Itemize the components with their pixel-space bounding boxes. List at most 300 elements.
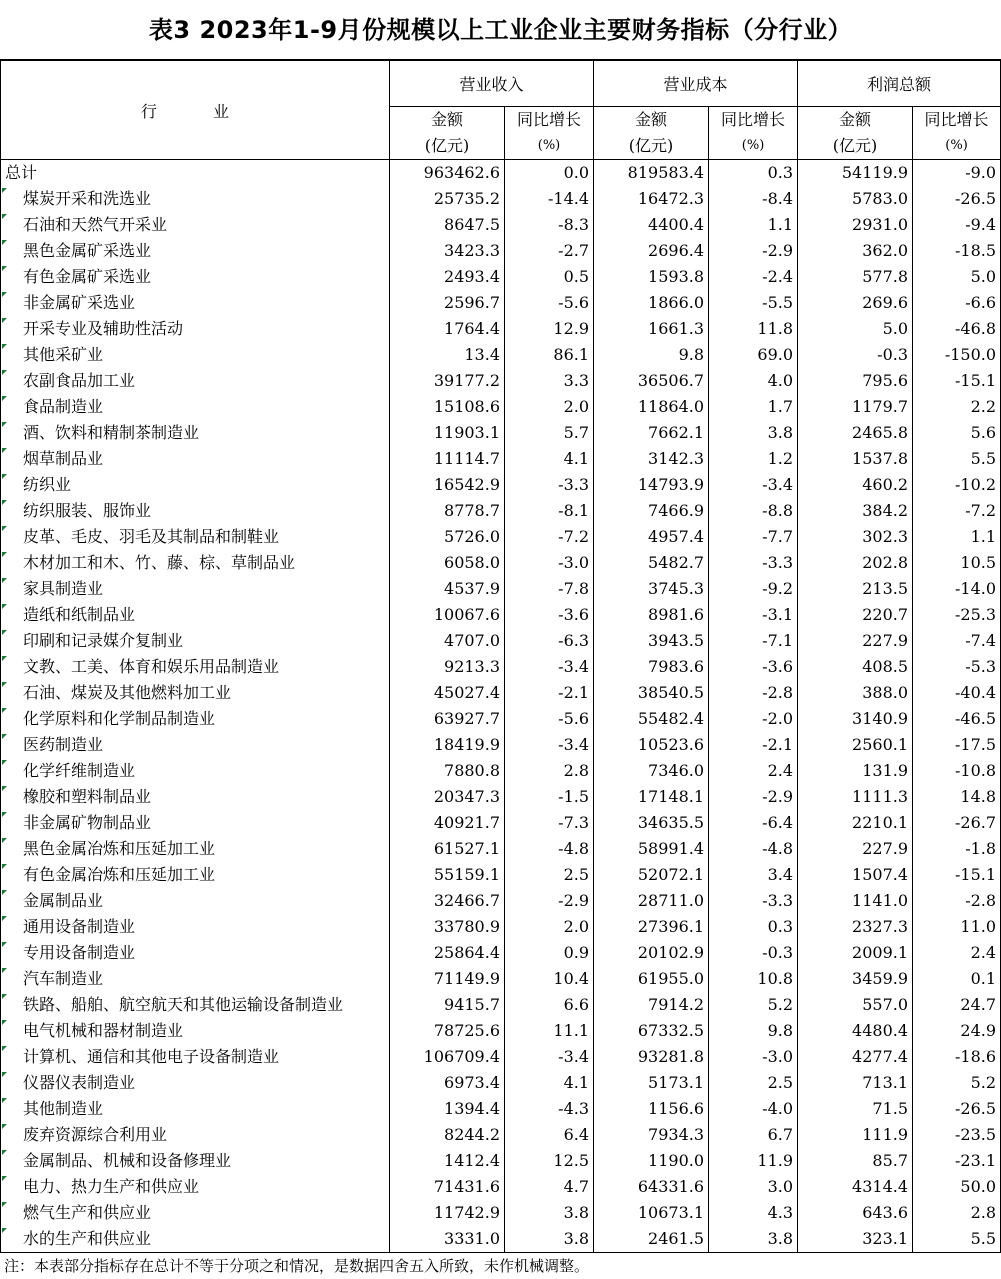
revenue-yoy-cell: 2.0 xyxy=(505,394,594,420)
cost-amount-cell: 10673.1 xyxy=(594,1200,709,1226)
cell-comment-marker-icon xyxy=(2,604,7,609)
revenue-amount-cell: 45027.4 xyxy=(390,680,505,706)
profit-yoy-cell: 14.8 xyxy=(913,784,1001,810)
industry-name: 家具制造业 xyxy=(23,579,104,598)
industry-name: 印刷和记录媒介复制业 xyxy=(23,631,184,650)
profit-yoy-cell: -9.4 xyxy=(913,212,1001,238)
cell-comment-marker-icon xyxy=(2,968,7,973)
cost-amount-cell: 2461.5 xyxy=(594,1226,709,1253)
profit-amount-cell: 362.0 xyxy=(798,238,913,264)
industry-name-cell xyxy=(1,628,390,654)
cell-comment-marker-icon xyxy=(2,994,7,999)
cost-amount-cell: 8981.6 xyxy=(594,602,709,628)
profit-amount-cell: 2009.1 xyxy=(798,940,913,966)
table-row xyxy=(1,394,1001,420)
table-row xyxy=(1,1070,1001,1096)
cost-amount-cell: 14793.9 xyxy=(594,472,709,498)
revenue-yoy-cell: -7.8 xyxy=(505,576,594,602)
industry-name: 黑色金属矿采选业 xyxy=(23,241,152,260)
amount-unit: (亿元) xyxy=(390,133,505,160)
industry-name: 其他采矿业 xyxy=(23,345,104,364)
revenue-yoy-cell: -7.2 xyxy=(505,524,594,550)
cell-comment-marker-icon xyxy=(2,760,7,765)
revenue-amount-cell: 1394.4 xyxy=(390,1096,505,1122)
industry-name: 非金属矿物制品业 xyxy=(23,813,152,832)
industry-name-cell xyxy=(1,1018,390,1044)
cost-amount-cell: 7662.1 xyxy=(594,420,709,446)
table-row xyxy=(1,342,1001,368)
revenue-yoy-cell: 0.9 xyxy=(505,940,594,966)
revenue-amount-cell: 2596.7 xyxy=(390,290,505,316)
cost-yoy-cell: 5.2 xyxy=(709,992,798,1018)
revenue-amount-cell: 1764.4 xyxy=(390,316,505,342)
industry-name-cell xyxy=(1,342,390,368)
revenue-yoy-cell: -3.6 xyxy=(505,602,594,628)
revenue-yoy-cell: -1.5 xyxy=(505,784,594,810)
industry-name-cell xyxy=(1,550,390,576)
table-row xyxy=(1,498,1001,524)
financial-table xyxy=(0,60,1001,1253)
revenue-amount-cell: 39177.2 xyxy=(390,368,505,394)
revenue-yoy-cell: -2.9 xyxy=(505,888,594,914)
cost-amount-cell: 2696.4 xyxy=(594,238,709,264)
cost-amount-cell: 1156.6 xyxy=(594,1096,709,1122)
industry-name: 水的生产和供应业 xyxy=(23,1229,152,1248)
revenue-amount-cell: 8244.2 xyxy=(390,1122,505,1148)
revenue-yoy-cell: -3.4 xyxy=(505,732,594,758)
revenue-amount-cell: 25864.4 xyxy=(390,940,505,966)
industry-name: 汽车制造业 xyxy=(23,969,104,988)
revenue-yoy-cell: -4.8 xyxy=(505,836,594,862)
table-row xyxy=(1,888,1001,914)
yoy-header: 同比增长 xyxy=(709,107,798,134)
cost-yoy-cell: 11.8 xyxy=(709,316,798,342)
revenue-amount-cell: 4537.9 xyxy=(390,576,505,602)
industry-name-cell xyxy=(1,368,390,394)
revenue-yoy-cell: 4.1 xyxy=(505,1070,594,1096)
profit-amount-cell: 2560.1 xyxy=(798,732,913,758)
table-row xyxy=(1,524,1001,550)
cost-yoy-cell: 9.8 xyxy=(709,1018,798,1044)
profit-yoy-cell: -14.0 xyxy=(913,576,1001,602)
cell-comment-marker-icon xyxy=(2,578,7,583)
revenue-yoy-cell: 3.8 xyxy=(505,1226,594,1253)
table-row xyxy=(1,836,1001,862)
revenue-amount-cell: 25735.2 xyxy=(390,186,505,212)
industry-name: 专用设备制造业 xyxy=(23,943,136,962)
cost-yoy-cell: 3.8 xyxy=(709,1226,798,1253)
industry-name-cell xyxy=(1,966,390,992)
revenue-amount-cell: 963462.6 xyxy=(390,160,505,187)
industry-name-cell xyxy=(1,1096,390,1122)
revenue-yoy-cell: -7.3 xyxy=(505,810,594,836)
revenue-amount-cell: 20347.3 xyxy=(390,784,505,810)
revenue-yoy-cell: 4.1 xyxy=(505,446,594,472)
profit-amount-cell: 1507.4 xyxy=(798,862,913,888)
cell-comment-marker-icon xyxy=(2,838,7,843)
industry-name: 计算机、通信和其他电子设备制造业 xyxy=(23,1047,280,1066)
profit-amount-cell: 131.9 xyxy=(798,758,913,784)
industry-name: 总计 xyxy=(5,163,38,182)
cost-amount-cell: 4957.4 xyxy=(594,524,709,550)
profit-yoy-cell: 2.8 xyxy=(913,1200,1001,1226)
cost-yoy-cell: 6.7 xyxy=(709,1122,798,1148)
industry-name-cell xyxy=(1,1226,390,1253)
profit-yoy-cell: 5.6 xyxy=(913,420,1001,446)
industry-name: 造纸和纸制品业 xyxy=(23,605,136,624)
table-row xyxy=(1,316,1001,342)
cell-comment-marker-icon xyxy=(2,1150,7,1155)
table-row xyxy=(1,706,1001,732)
revenue-amount-cell: 32466.7 xyxy=(390,888,505,914)
industry-name-cell xyxy=(1,1070,390,1096)
profit-amount-cell: 302.3 xyxy=(798,524,913,550)
table-row xyxy=(1,1018,1001,1044)
cell-comment-marker-icon xyxy=(2,370,7,375)
profit-header: 利润总额 xyxy=(798,61,1001,107)
cost-amount-cell: 9.8 xyxy=(594,342,709,368)
profit-yoy-cell: -26.5 xyxy=(913,186,1001,212)
revenue-yoy-cell: -3.4 xyxy=(505,654,594,680)
revenue-yoy-cell: -8.3 xyxy=(505,212,594,238)
revenue-yoy-cell: -3.4 xyxy=(505,1044,594,1070)
revenue-yoy-cell: 6.6 xyxy=(505,992,594,1018)
profit-amount-cell: 2210.1 xyxy=(798,810,913,836)
profit-amount-cell: 408.5 xyxy=(798,654,913,680)
table-row xyxy=(1,550,1001,576)
industry-name: 化学原料和化学制品制造业 xyxy=(23,709,216,728)
revenue-header: 营业收入 xyxy=(390,61,594,107)
profit-yoy-cell: 5.2 xyxy=(913,1070,1001,1096)
table-row xyxy=(1,368,1001,394)
profit-amount-cell: 1111.3 xyxy=(798,784,913,810)
cost-yoy-cell: -7.7 xyxy=(709,524,798,550)
profit-amount-cell: 4314.4 xyxy=(798,1174,913,1200)
profit-yoy-cell: -1.8 xyxy=(913,836,1001,862)
revenue-amount-cell: 7880.8 xyxy=(390,758,505,784)
revenue-yoy-cell: -5.6 xyxy=(505,290,594,316)
cost-yoy-cell: 0.3 xyxy=(709,914,798,940)
profit-amount-cell: 71.5 xyxy=(798,1096,913,1122)
revenue-yoy-cell: 5.7 xyxy=(505,420,594,446)
cell-comment-marker-icon xyxy=(2,344,7,349)
cell-comment-marker-icon xyxy=(2,526,7,531)
industry-name-cell xyxy=(1,1044,390,1070)
revenue-yoy-cell: 86.1 xyxy=(505,342,594,368)
profit-yoy-cell: -15.1 xyxy=(913,862,1001,888)
industry-name: 非金属矿采选业 xyxy=(23,293,136,312)
revenue-amount-cell: 13.4 xyxy=(390,342,505,368)
industry-name-cell xyxy=(1,1200,390,1226)
cost-amount-cell: 1661.3 xyxy=(594,316,709,342)
revenue-amount-cell: 9415.7 xyxy=(390,992,505,1018)
revenue-yoy-cell: 2.5 xyxy=(505,862,594,888)
table-row xyxy=(1,654,1001,680)
industry-name-cell xyxy=(1,992,390,1018)
table-body xyxy=(1,160,1001,1253)
yoy-header: 同比增长 xyxy=(913,107,1001,134)
industry-name: 铁路、船舶、航空航天和其他运输设备制造业 xyxy=(23,995,344,1014)
cell-comment-marker-icon xyxy=(2,266,7,271)
revenue-amount-cell: 61527.1 xyxy=(390,836,505,862)
cell-comment-marker-icon xyxy=(2,1176,7,1181)
cost-amount-cell: 27396.1 xyxy=(594,914,709,940)
industry-name-cell xyxy=(1,186,390,212)
revenue-yoy-cell: 3.3 xyxy=(505,368,594,394)
industry-name: 化学纤维制造业 xyxy=(23,761,136,780)
table-row xyxy=(1,186,1001,212)
profit-amount-cell: 384.2 xyxy=(798,498,913,524)
industry-name-cell xyxy=(1,446,390,472)
table-row xyxy=(1,1044,1001,1070)
profit-yoy-cell: 2.2 xyxy=(913,394,1001,420)
revenue-yoy-cell: -2.7 xyxy=(505,238,594,264)
cost-amount-cell: 1190.0 xyxy=(594,1148,709,1174)
industry-name-cell xyxy=(1,836,390,862)
profit-amount-cell: 577.8 xyxy=(798,264,913,290)
industry-name: 通用设备制造业 xyxy=(23,917,136,936)
profit-amount-cell: 4277.4 xyxy=(798,1044,913,1070)
industry-name-cell xyxy=(1,654,390,680)
profit-amount-cell: 227.9 xyxy=(798,836,913,862)
profit-amount-cell: 643.6 xyxy=(798,1200,913,1226)
cell-comment-marker-icon xyxy=(2,422,7,427)
industry-name-cell xyxy=(1,732,390,758)
revenue-amount-cell: 11903.1 xyxy=(390,420,505,446)
profit-yoy-cell: -15.1 xyxy=(913,368,1001,394)
industry-name-cell xyxy=(1,862,390,888)
cost-amount-cell: 20102.9 xyxy=(594,940,709,966)
industry-name: 食品制造业 xyxy=(23,397,104,416)
table-row xyxy=(1,602,1001,628)
industry-name: 其他制造业 xyxy=(23,1099,104,1118)
profit-amount-cell: 460.2 xyxy=(798,472,913,498)
profit-yoy-cell: -46.5 xyxy=(913,706,1001,732)
industry-name: 橡胶和塑料制品业 xyxy=(23,787,152,806)
yoy-header: 同比增长 xyxy=(505,107,594,134)
revenue-yoy-cell: 0.0 xyxy=(505,160,594,187)
industry-name: 皮革、毛皮、羽毛及其制品和制鞋业 xyxy=(23,527,280,546)
profit-amount-cell: 1537.8 xyxy=(798,446,913,472)
profit-yoy-cell: -18.6 xyxy=(913,1044,1001,1070)
revenue-yoy-cell: 3.8 xyxy=(505,1200,594,1226)
industry-name-cell xyxy=(1,888,390,914)
revenue-amount-cell: 6973.4 xyxy=(390,1070,505,1096)
revenue-amount-cell: 8647.5 xyxy=(390,212,505,238)
cell-comment-marker-icon xyxy=(2,500,7,505)
revenue-amount-cell: 18419.9 xyxy=(390,732,505,758)
cell-comment-marker-icon xyxy=(2,214,7,219)
table-row xyxy=(1,810,1001,836)
profit-amount-cell: 1179.7 xyxy=(798,394,913,420)
revenue-yoy-cell: -14.4 xyxy=(505,186,594,212)
profit-yoy-cell: -6.6 xyxy=(913,290,1001,316)
table-row xyxy=(1,914,1001,940)
cost-yoy-cell: -3.0 xyxy=(709,1044,798,1070)
industry-name: 燃气生产和供应业 xyxy=(23,1203,152,1222)
table-row xyxy=(1,472,1001,498)
cell-comment-marker-icon xyxy=(2,890,7,895)
industry-name-cell xyxy=(1,524,390,550)
revenue-yoy-cell: 2.8 xyxy=(505,758,594,784)
profit-amount-cell: 713.1 xyxy=(798,1070,913,1096)
cost-yoy-cell: -2.4 xyxy=(709,264,798,290)
table-row xyxy=(1,732,1001,758)
industry-name-cell xyxy=(1,1174,390,1200)
revenue-amount-cell: 33780.9 xyxy=(390,914,505,940)
revenue-yoy-cell: 12.5 xyxy=(505,1148,594,1174)
industry-name: 石油、煤炭及其他燃料加工业 xyxy=(23,683,232,702)
cost-yoy-cell: -2.9 xyxy=(709,784,798,810)
cost-yoy-cell: -6.4 xyxy=(709,810,798,836)
profit-yoy-cell: 11.0 xyxy=(913,914,1001,940)
revenue-amount-cell: 16542.9 xyxy=(390,472,505,498)
cost-header: 营业成本 xyxy=(594,61,798,107)
cost-yoy-cell: 69.0 xyxy=(709,342,798,368)
revenue-amount-cell: 5726.0 xyxy=(390,524,505,550)
industry-name-cell xyxy=(1,394,390,420)
revenue-amount-cell: 3423.3 xyxy=(390,238,505,264)
cost-yoy-cell: 0.3 xyxy=(709,160,798,187)
cost-amount-cell: 7934.3 xyxy=(594,1122,709,1148)
industry-name: 木材加工和木、竹、藤、棕、草制品业 xyxy=(23,553,296,572)
profit-amount-cell: 3459.9 xyxy=(798,966,913,992)
table-row xyxy=(1,628,1001,654)
industry-name-cell xyxy=(1,1148,390,1174)
table-row xyxy=(1,940,1001,966)
cost-yoy-cell: 3.8 xyxy=(709,420,798,446)
industry-name-cell xyxy=(1,472,390,498)
profit-amount-cell: 111.9 xyxy=(798,1122,913,1148)
profit-yoy-cell: -17.5 xyxy=(913,732,1001,758)
cell-comment-marker-icon xyxy=(2,240,7,245)
profit-amount-cell: 213.5 xyxy=(798,576,913,602)
cost-yoy-cell: 3.0 xyxy=(709,1174,798,1200)
profit-yoy-cell: 50.0 xyxy=(913,1174,1001,1200)
cell-comment-marker-icon xyxy=(2,1124,7,1129)
cost-yoy-cell: 10.8 xyxy=(709,966,798,992)
cost-amount-cell: 819583.4 xyxy=(594,160,709,187)
cost-yoy-cell: 1.1 xyxy=(709,212,798,238)
revenue-amount-cell: 8778.7 xyxy=(390,498,505,524)
profit-yoy-cell: -9.0 xyxy=(913,160,1001,187)
industry-name-cell xyxy=(1,1122,390,1148)
cell-comment-marker-icon xyxy=(2,448,7,453)
revenue-amount-cell: 40921.7 xyxy=(390,810,505,836)
cost-yoy-cell: -3.4 xyxy=(709,472,798,498)
profit-yoy-cell: 24.9 xyxy=(913,1018,1001,1044)
yoy-unit: (%) xyxy=(709,133,798,160)
financial-table-container xyxy=(0,60,1000,1253)
industry-name-cell xyxy=(1,212,390,238)
cost-amount-cell: 55482.4 xyxy=(594,706,709,732)
profit-amount-cell: 2465.8 xyxy=(798,420,913,446)
cost-amount-cell: 28711.0 xyxy=(594,888,709,914)
revenue-amount-cell: 78725.6 xyxy=(390,1018,505,1044)
industry-name-cell xyxy=(1,316,390,342)
profit-yoy-cell: -10.8 xyxy=(913,758,1001,784)
cost-yoy-cell: 4.0 xyxy=(709,368,798,394)
cost-amount-cell: 3943.5 xyxy=(594,628,709,654)
amount-header: 金额 xyxy=(798,107,913,134)
revenue-yoy-cell: 10.4 xyxy=(505,966,594,992)
revenue-amount-cell: 9213.3 xyxy=(390,654,505,680)
industry-name-cell xyxy=(1,160,390,187)
profit-amount-cell: 227.9 xyxy=(798,628,913,654)
amount-header: 金额 xyxy=(390,107,505,134)
revenue-amount-cell: 106709.4 xyxy=(390,1044,505,1070)
revenue-yoy-cell: -3.3 xyxy=(505,472,594,498)
profit-amount-cell: 54119.9 xyxy=(798,160,913,187)
cost-amount-cell: 5482.7 xyxy=(594,550,709,576)
cost-yoy-cell: -2.0 xyxy=(709,706,798,732)
profit-amount-cell: 85.7 xyxy=(798,1148,913,1174)
cost-yoy-cell: -2.8 xyxy=(709,680,798,706)
profit-amount-cell: 202.8 xyxy=(798,550,913,576)
revenue-yoy-cell: 2.0 xyxy=(505,914,594,940)
table-row xyxy=(1,862,1001,888)
cell-comment-marker-icon xyxy=(2,396,7,401)
industry-name: 纺织业 xyxy=(23,475,72,494)
cost-yoy-cell: 1.2 xyxy=(709,446,798,472)
revenue-yoy-cell: 11.1 xyxy=(505,1018,594,1044)
industry-name-cell xyxy=(1,758,390,784)
industry-name-cell xyxy=(1,784,390,810)
cost-amount-cell: 64331.6 xyxy=(594,1174,709,1200)
cost-yoy-cell: -4.8 xyxy=(709,836,798,862)
profit-amount-cell: 1141.0 xyxy=(798,888,913,914)
profit-yoy-cell: -150.0 xyxy=(913,342,1001,368)
cost-yoy-cell: 11.9 xyxy=(709,1148,798,1174)
industry-name-cell xyxy=(1,498,390,524)
industry-name: 电力、热力生产和供应业 xyxy=(23,1177,200,1196)
cell-comment-marker-icon xyxy=(2,1098,7,1103)
revenue-yoy-cell: -4.3 xyxy=(505,1096,594,1122)
industry-name: 金属制品、机械和设备修理业 xyxy=(23,1151,232,1170)
profit-amount-cell: 2327.3 xyxy=(798,914,913,940)
profit-yoy-cell: 24.7 xyxy=(913,992,1001,1018)
revenue-amount-cell: 4707.0 xyxy=(390,628,505,654)
cell-comment-marker-icon xyxy=(2,292,7,297)
profit-yoy-cell: -7.2 xyxy=(913,498,1001,524)
revenue-amount-cell: 2493.4 xyxy=(390,264,505,290)
table-row xyxy=(1,576,1001,602)
table-row xyxy=(1,680,1001,706)
profit-amount-cell: 2931.0 xyxy=(798,212,913,238)
cost-amount-cell: 1866.0 xyxy=(594,290,709,316)
industry-name-cell xyxy=(1,420,390,446)
cost-yoy-cell: -7.1 xyxy=(709,628,798,654)
industry-name: 烟草制品业 xyxy=(23,449,104,468)
profit-amount-cell: 5783.0 xyxy=(798,186,913,212)
cost-amount-cell: 3142.3 xyxy=(594,446,709,472)
cell-comment-marker-icon xyxy=(2,318,7,323)
revenue-amount-cell: 71431.6 xyxy=(390,1174,505,1200)
revenue-amount-cell: 3331.0 xyxy=(390,1226,505,1253)
table-row xyxy=(1,264,1001,290)
cost-yoy-cell: 3.4 xyxy=(709,862,798,888)
profit-amount-cell: 220.7 xyxy=(798,602,913,628)
cost-amount-cell: 4400.4 xyxy=(594,212,709,238)
cost-yoy-cell: -2.9 xyxy=(709,238,798,264)
profit-yoy-cell: -10.2 xyxy=(913,472,1001,498)
industry-name-cell xyxy=(1,706,390,732)
revenue-yoy-cell: 0.5 xyxy=(505,264,594,290)
cell-comment-marker-icon xyxy=(2,630,7,635)
table-row xyxy=(1,290,1001,316)
cost-yoy-cell: -8.4 xyxy=(709,186,798,212)
profit-yoy-cell: -26.7 xyxy=(913,810,1001,836)
